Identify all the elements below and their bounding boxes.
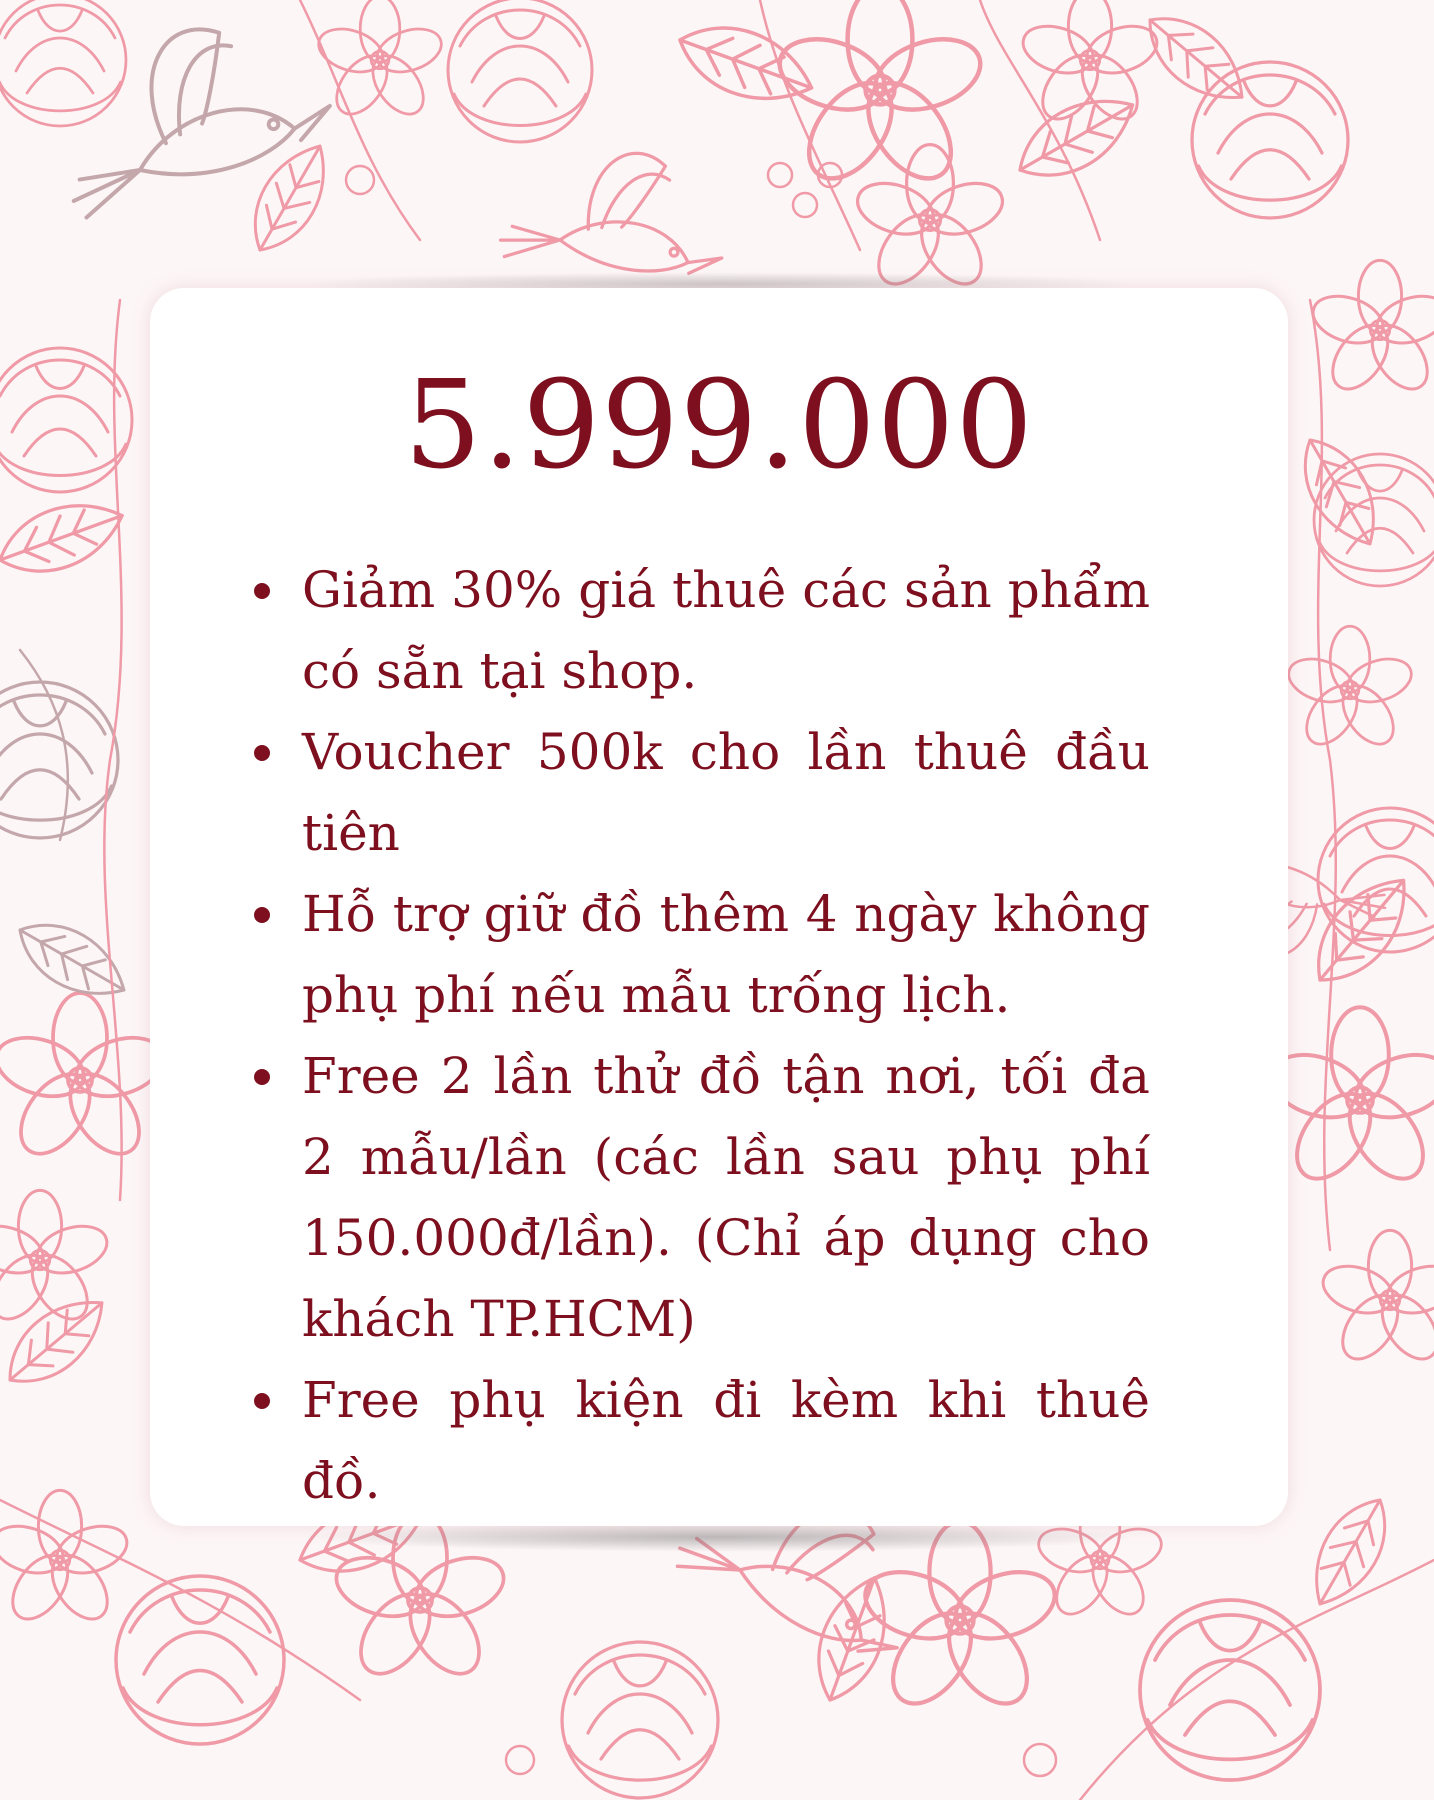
card-shadow-bottom <box>300 1522 1140 1552</box>
benefit-text: Hỗ trợ giữ đồ thêm 4 ngày không phụ phí nếu mẫu trống lịch. <box>302 885 1150 1024</box>
bullet-icon <box>254 1393 270 1409</box>
bullet-icon <box>254 907 270 923</box>
benefit-text: Giảm 30% giá thuê các sản phẩm có sẵn tại shop. <box>302 561 1150 700</box>
bullet-icon <box>254 583 270 599</box>
package-price: 5.999.000 <box>404 354 1034 496</box>
benefit-text: Free phụ kiện đi kèm khi thuê đồ. <box>302 1371 1150 1510</box>
benefit-item <box>250 550 1150 712</box>
benefit-item <box>250 1036 1150 1360</box>
benefit-item <box>250 712 1150 874</box>
promo-card <box>150 288 1288 1526</box>
benefits-list <box>250 550 1150 1522</box>
bullet-icon <box>254 745 270 761</box>
benefit-text: Voucher 500k cho lần thuê đầu tiên <box>302 723 1150 862</box>
benefit-item <box>250 874 1150 1036</box>
benefit-text: Free 2 lần thử đồ tận nơi, tối đa 2 mẫu/lần (các lần sau phụ phí 150.000đ/lần). (Chỉ áp dụng cho khách TP.HCM) <box>302 1047 1150 1348</box>
benefit-item <box>250 1360 1150 1522</box>
bullet-icon <box>254 1069 270 1085</box>
